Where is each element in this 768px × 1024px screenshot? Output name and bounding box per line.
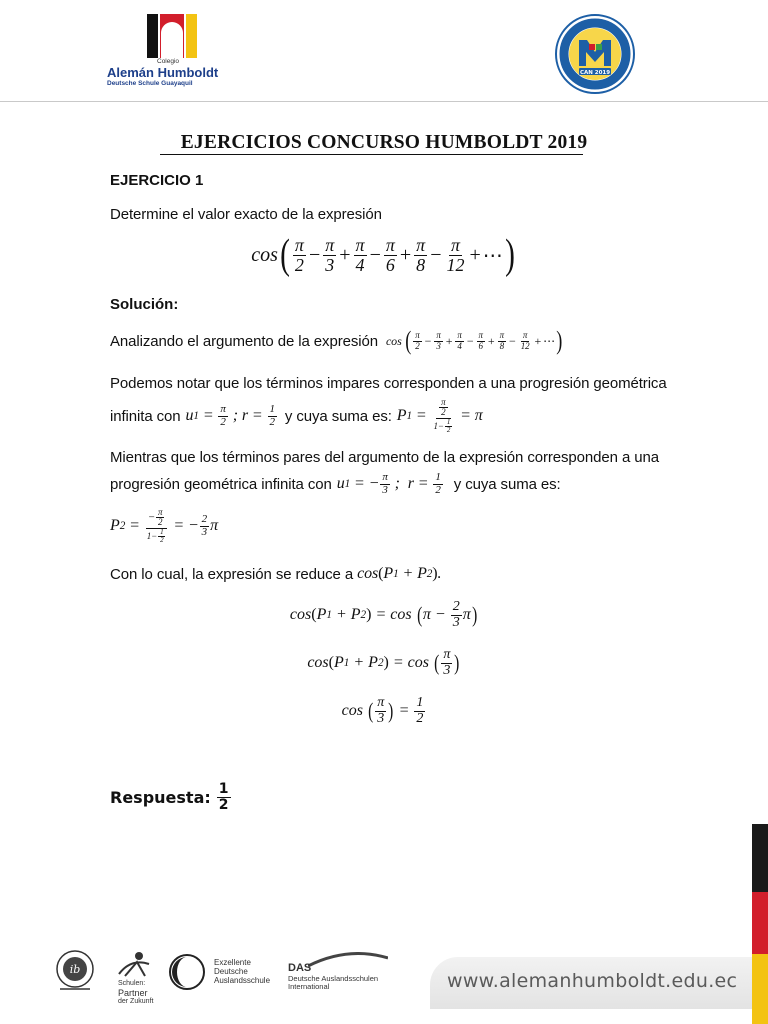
p2-equation: P 2 = − $\frac{\pi}{2}$ 1− $\frac{1}{2}$ = − $\frac{2}{3}$ π	[110, 507, 218, 545]
footer-website-url[interactable]: www.alemanhumboldt.edu.ec	[447, 970, 738, 992]
partner-pasch-text	[118, 980, 153, 1006]
partner-pasch-line1: Schulen:	[118, 980, 146, 987]
school-logo	[107, 14, 237, 87]
ib-world-school-logo-icon	[52, 948, 98, 994]
school-logo-subtitle: Deutsche Schule Guayaquil	[107, 80, 193, 87]
partner-das-text	[288, 962, 378, 992]
odd-terms-text-a: infinita con	[110, 407, 181, 425]
partner-pasch-line3: der Zukunft	[118, 998, 154, 1006]
partner-das-line1: DAS	[288, 962, 312, 974]
partner-excellent-text	[214, 958, 270, 986]
exercise-heading: EJERCICIO 1	[110, 172, 204, 189]
badge-year-text: CAN 2019	[579, 70, 611, 76]
derivation-step-3: cos ( $\frac{\pi}{3}$ ) = $\frac{1}{2}$	[341, 695, 424, 726]
flag-stripe-black	[752, 824, 768, 892]
contest-badge-icon	[555, 14, 635, 94]
odd-terms-text-b: y cuya suma es:	[284, 407, 392, 425]
flag-stripe-gold	[752, 954, 768, 1024]
solution-heading: Solución:	[110, 296, 179, 313]
excellent-school-logo-icon	[168, 953, 206, 991]
partner-excellent-line3: Auslandsschule	[214, 976, 271, 986]
partner-pasch-line2: Partner	[118, 988, 148, 999]
even-terms-text-b: y cuya suma es:	[453, 475, 561, 493]
even-terms-line-2: progresión geométrica infinita con u 1 = − $\frac{\pi}{3}$ ; r = $\frac{1}{2}$ y cuya suma es:	[110, 471, 561, 496]
partner-das-line3: International	[288, 982, 330, 992]
svg-text:ib: ib	[69, 963, 81, 976]
main-expression: cos ( $\frac{\pi}{2}$ − $\frac{\pi}{3}$ + $\frac{\pi}{4}$ − $\frac{\pi}{6}$ + $\frac{\pi}{8}$ − $\frac{\pi}{12}$ + ⋯ )	[251, 232, 515, 278]
school-logo-name: Alemán Humboldt	[107, 65, 219, 80]
analyzing-line: Analizando el argumento de la expresión cos ( $\frac{\pi}{2}$ − $\frac{\pi}{3}$ + $\frac{\pi}{4}$ − $\frac{\pi}{6}$ + $\frac{\pi}{8}$ − $\frac{\pi}{12}$ + ⋯ )	[110, 326, 563, 355]
partner-das-line2: Deutsche Auslandsschulen	[288, 973, 379, 983]
page-header	[0, 0, 768, 102]
odd-terms-line-2: infinita con u 1 = $\frac{\pi}{2}$ ; r = $\frac{1}{2}$ y cuya suma es: P 1 = $\frac{\pi}{2}$ 1− $\frac{1}{2}$ = π	[110, 397, 483, 435]
pasch-schools-logo-icon	[115, 950, 155, 978]
reduce-text: Con lo cual, la expresión se reduce a	[110, 565, 354, 583]
exercise-prompt: Determine el valor exacto de la expresión	[110, 206, 382, 223]
flag-stripe-red	[752, 892, 768, 954]
odd-terms-line-1: Podemos notar que los términos impares corresponden a una progresión geométrica	[110, 375, 667, 392]
partner-excellent-line2: Deutsche	[214, 967, 248, 977]
even-terms-text-a: progresión geométrica infinita con	[110, 475, 332, 493]
even-terms-line-1: Mientras que los términos pares del argumento de la expresión corresponden a una	[110, 449, 659, 466]
answer-label: Respuesta:	[110, 787, 211, 807]
title-underline	[160, 154, 583, 155]
partner-excellent-line1: Exzellente	[214, 958, 251, 967]
derivation-step-2: cos ( P 1 + P 2 ) = cos ( $\frac{\pi}{3}$ )	[307, 647, 460, 678]
derivation-step-1: cos ( P 1 + P 2 ) = cos ( π − $\frac{2}{3}$ π )	[289, 599, 477, 630]
reduce-line: Con lo cual, la expresión se reduce a cos ( P 1 + P 2 ) .	[110, 565, 442, 583]
answer: Respuesta: $\frac{1}{2}$	[110, 781, 229, 813]
analyzing-text: Analizando el argumento de la expresión	[110, 332, 378, 350]
page-title: EJERCICIOS CONCURSO HUMBOLDT 2019	[180, 132, 588, 153]
school-logo-line1: Colegio	[157, 58, 180, 65]
school-logo-mark-icon	[147, 14, 197, 58]
